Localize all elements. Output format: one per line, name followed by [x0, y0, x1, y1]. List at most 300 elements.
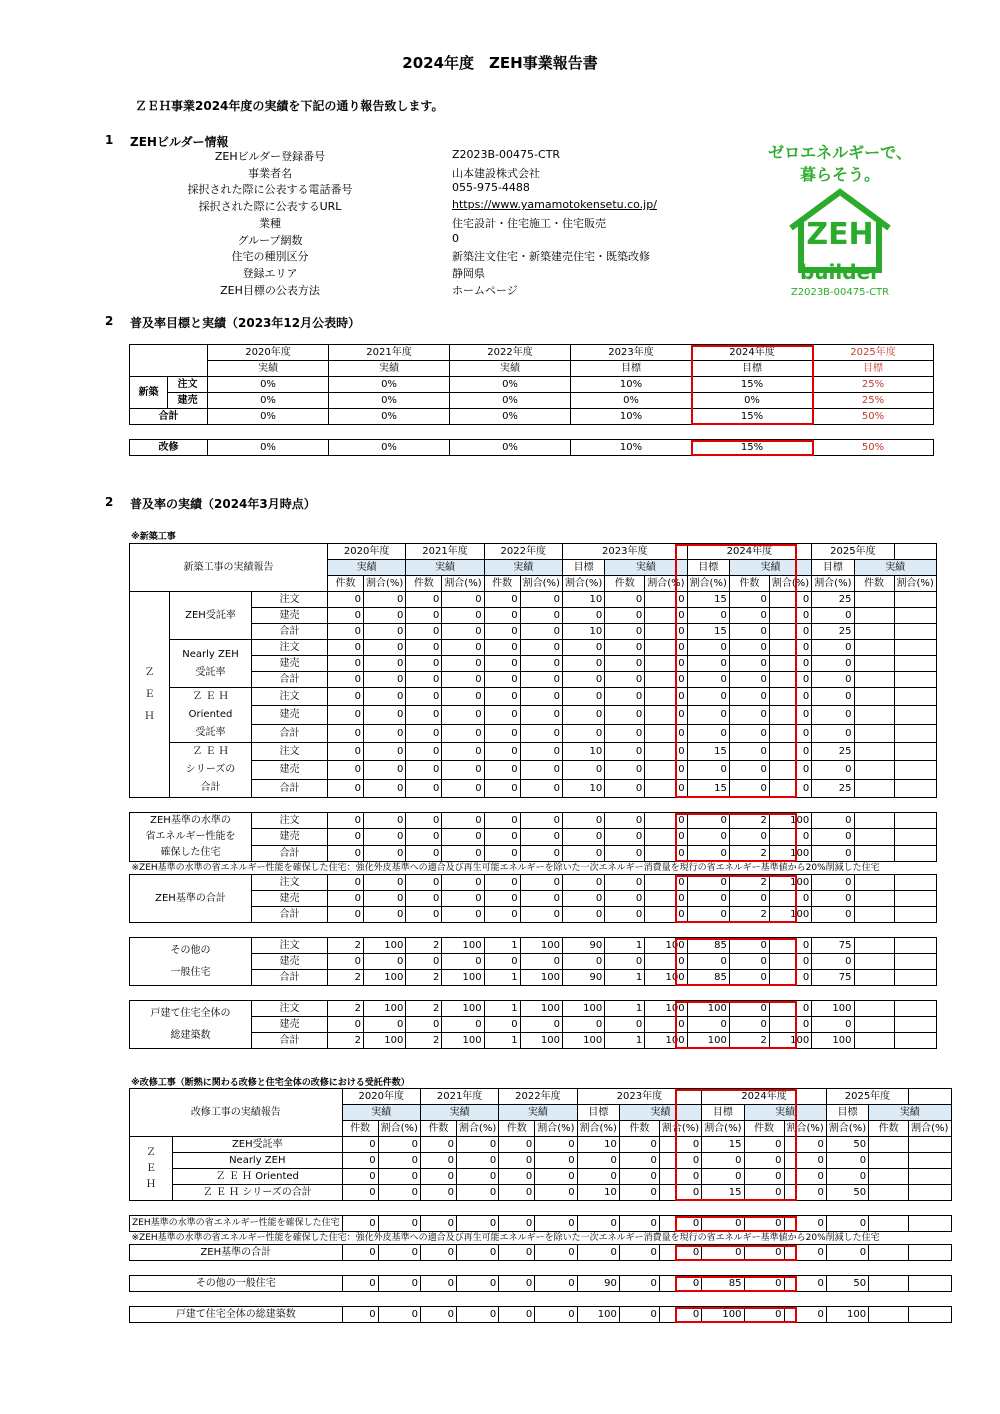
- value-cell: [894, 706, 936, 724]
- value-cell: 0: [744, 1169, 784, 1185]
- value-cell: 10: [562, 779, 604, 797]
- value-cell: 15: [687, 624, 729, 640]
- value-cell: 2: [729, 845, 769, 861]
- value-cell: 0: [769, 672, 811, 688]
- value-cell: 0: [520, 624, 562, 640]
- value-cell: [909, 1216, 951, 1232]
- value-cell: 0: [484, 743, 520, 761]
- value-cell: 0: [364, 608, 406, 624]
- value-cell: 0: [769, 706, 811, 724]
- value-cell: [894, 970, 936, 986]
- value-cell: [894, 608, 936, 624]
- value-cell: 0: [687, 829, 729, 845]
- value-cell: [894, 1001, 936, 1017]
- value-cell: 0: [378, 1276, 420, 1292]
- value-cell: [909, 1185, 951, 1201]
- value-cell: 0: [769, 688, 811, 706]
- year-header: 2021年度: [420, 1089, 498, 1105]
- value-cell: 0: [342, 1307, 378, 1323]
- value-cell: 2: [328, 970, 364, 986]
- value-cell: 0: [328, 656, 364, 672]
- value-cell: 0: [442, 813, 484, 829]
- value-cell: [854, 743, 894, 761]
- value-cell: [854, 813, 894, 829]
- group-label-line: Ｚ Ｅ Ｈ Oriented: [188, 691, 233, 720]
- value-cell: 10%: [571, 377, 692, 393]
- new-construction-table: [129, 543, 937, 1049]
- info-value: 新築注文住宅・新築建売住宅・既築改修: [452, 250, 650, 264]
- group-label: 新築: [130, 377, 168, 409]
- value-cell: 0: [769, 891, 811, 907]
- value-cell: 100: [577, 1307, 619, 1323]
- value-cell: 0: [364, 761, 406, 779]
- value-cell: 0: [378, 1307, 420, 1323]
- value-cell: 0: [812, 954, 854, 970]
- value-cell: 0%: [329, 440, 450, 456]
- value-cell: 0: [364, 954, 406, 970]
- value-cell: [894, 688, 936, 706]
- value-cell: 2: [729, 1033, 769, 1049]
- value-cell: 0: [342, 1216, 378, 1232]
- value-cell: 1: [484, 938, 520, 954]
- value-cell: 0: [812, 845, 854, 861]
- value-cell: 0: [619, 1153, 659, 1169]
- value-cell: 0: [729, 672, 769, 688]
- value-cell: 0: [484, 907, 520, 923]
- value-cell: 2: [406, 1033, 442, 1049]
- value-cell: 0: [769, 743, 811, 761]
- value-cell: 2: [406, 970, 442, 986]
- value-cell: 0: [562, 891, 604, 907]
- ratio-header: 割合(%): [456, 1121, 498, 1137]
- value-cell: 0: [328, 845, 364, 861]
- year-header: 2023年度: [562, 544, 687, 560]
- value-cell: 0: [342, 1137, 378, 1153]
- block-label: [130, 813, 252, 862]
- value-cell: [854, 592, 894, 608]
- value-cell: 0: [769, 1001, 811, 1017]
- section2a-num: 2: [105, 314, 114, 328]
- value-cell: 0: [645, 624, 687, 640]
- year-header: 2021年度: [329, 345, 450, 361]
- value-cell: 0: [744, 1245, 784, 1261]
- value-cell: [854, 1033, 894, 1049]
- kind-label: 建売: [252, 706, 328, 724]
- value-cell: 0: [520, 779, 562, 797]
- value-cell: 0: [364, 1017, 406, 1033]
- row-label: 合計: [130, 409, 208, 425]
- count-header: 件数: [499, 1121, 535, 1137]
- reform-note: ※改修工事（断熱に関わる改修と住宅全体の改修における受託件数）: [131, 1078, 410, 1088]
- value-cell: 0: [484, 706, 520, 724]
- value-cell: [909, 1169, 951, 1185]
- count-header: 件数: [605, 576, 645, 592]
- value-cell: 0: [406, 875, 442, 891]
- block-label: [130, 875, 252, 923]
- info-label: 住宅の種別区分: [231, 250, 309, 264]
- value-cell: 1: [484, 1001, 520, 1017]
- value-cell: 0: [406, 672, 442, 688]
- value-cell: 0: [645, 592, 687, 608]
- value-cell: 15: [687, 779, 729, 797]
- value-cell: 0: [812, 656, 854, 672]
- value-cell: 0: [645, 608, 687, 624]
- kind-label: 建売: [252, 656, 328, 672]
- value-cell: 0: [442, 1017, 484, 1033]
- value-cell: 0: [520, 743, 562, 761]
- value-cell: 0: [328, 813, 364, 829]
- ratio-header: 割合(%): [826, 1121, 868, 1137]
- value-cell: 100: [520, 938, 562, 954]
- value-cell: 10: [577, 1185, 619, 1201]
- value-cell: [854, 845, 894, 861]
- value-cell: 0: [744, 1137, 784, 1153]
- value-cell: 0: [328, 761, 364, 779]
- row-label: ZEH受託率: [172, 1137, 342, 1153]
- value-cell: [894, 954, 936, 970]
- value-cell: 25%: [813, 393, 934, 409]
- result-header: 実績: [342, 1105, 420, 1121]
- value-cell: [854, 608, 894, 624]
- new-construction-note: ※新築工事: [131, 532, 176, 542]
- value-cell: [894, 891, 936, 907]
- result-header: 実績: [484, 560, 562, 576]
- value-cell: 0%: [208, 393, 329, 409]
- value-cell: 0: [484, 688, 520, 706]
- value-cell: 0: [605, 813, 645, 829]
- value-cell: 0: [562, 761, 604, 779]
- value-cell: 0: [605, 761, 645, 779]
- year-header: 2022年度: [499, 1089, 577, 1105]
- value-cell: 15: [687, 743, 729, 761]
- target-header: 目標: [577, 1105, 619, 1121]
- value-cell: 0: [605, 1017, 645, 1033]
- value-cell: [894, 845, 936, 861]
- value-cell: 0: [769, 954, 811, 970]
- value-cell: 1: [605, 1001, 645, 1017]
- value-cell: 0: [420, 1307, 456, 1323]
- value-cell: 0: [406, 761, 442, 779]
- value-cell: [894, 938, 936, 954]
- value-cell: 0: [328, 624, 364, 640]
- value-cell: 0: [784, 1137, 826, 1153]
- value-cell: 0: [605, 724, 645, 742]
- section1-heading: ZEHビルダー情報: [130, 135, 229, 149]
- value-cell: 0: [342, 1153, 378, 1169]
- value-cell: 0: [729, 779, 769, 797]
- value-cell: 0: [784, 1153, 826, 1169]
- value-cell: 0: [659, 1216, 701, 1232]
- value-cell: 15%: [692, 409, 813, 425]
- value-cell: 0: [687, 672, 729, 688]
- value-cell: 0: [812, 813, 854, 829]
- value-cell: 0: [769, 829, 811, 845]
- value-cell: 10: [562, 592, 604, 608]
- value-cell: 50: [826, 1137, 868, 1153]
- value-cell: [854, 938, 894, 954]
- ratio-header: 割合(%): [909, 1121, 951, 1137]
- value-cell: 0: [687, 688, 729, 706]
- ratio-header: 割合(%): [659, 1121, 701, 1137]
- count-header: 件数: [744, 1121, 784, 1137]
- ratio-header: 割合(%): [894, 576, 936, 592]
- info-label: 事業者名: [248, 166, 292, 180]
- row-label: ZEH基準の水準の省エネルギー性能を確保した住宅: [130, 1216, 343, 1232]
- value-cell: 0: [520, 907, 562, 923]
- value-cell: [909, 1245, 951, 1261]
- value-cell: 100: [442, 970, 484, 986]
- value-cell: 25: [812, 743, 854, 761]
- value-cell: 0%: [450, 409, 571, 425]
- ratio-header: 割合(%): [812, 576, 854, 592]
- value-cell: [854, 688, 894, 706]
- value-cell: 0: [562, 813, 604, 829]
- value-cell: 0: [442, 656, 484, 672]
- value-cell: 0: [645, 672, 687, 688]
- value-cell: 100: [769, 875, 811, 891]
- kind-label: 建売: [252, 829, 328, 845]
- value-cell: [854, 779, 894, 797]
- ratio-header: 割合(%): [442, 576, 484, 592]
- value-cell: 0: [364, 907, 406, 923]
- value-cell: 0: [605, 829, 645, 845]
- value-cell: 0: [645, 891, 687, 907]
- website-link[interactable]: https://www.yamamotokensetu.co.jp/: [452, 198, 657, 212]
- count-header: 件数: [729, 576, 769, 592]
- result-header: 実績: [605, 560, 687, 576]
- value-cell: 0: [562, 829, 604, 845]
- kind-label: 合計: [252, 970, 328, 986]
- value-cell: 0: [328, 688, 364, 706]
- value-cell: 0: [645, 688, 687, 706]
- value-cell: 0: [406, 624, 442, 640]
- value-cell: 0: [729, 624, 769, 640]
- value-cell: 0: [328, 1017, 364, 1033]
- kind-label: 合計: [252, 724, 328, 742]
- value-cell: 0: [364, 875, 406, 891]
- value-cell: 90: [562, 938, 604, 954]
- kind-header: 目標: [692, 361, 813, 377]
- target-header: 目標: [812, 560, 854, 576]
- value-cell: [894, 829, 936, 845]
- value-cell: 100: [702, 1307, 744, 1323]
- value-cell: 0: [364, 640, 406, 656]
- value-cell: 0: [769, 724, 811, 742]
- section2b-heading: 普及率の実績（2024年3月時点）: [130, 497, 316, 511]
- value-cell: 0: [659, 1307, 701, 1323]
- value-cell: 0: [702, 1153, 744, 1169]
- value-cell: [854, 761, 894, 779]
- year-header: 2023年度: [577, 1089, 702, 1105]
- value-cell: 100: [826, 1307, 868, 1323]
- value-cell: 0: [562, 1017, 604, 1033]
- result-header: 実績: [619, 1105, 701, 1121]
- value-cell: 0: [484, 829, 520, 845]
- zeh-char: Ｚ: [144, 666, 155, 678]
- value-cell: 0: [645, 761, 687, 779]
- value-cell: [854, 724, 894, 742]
- value-cell: 0: [456, 1216, 498, 1232]
- value-cell: 0: [484, 954, 520, 970]
- value-cell: 2: [406, 938, 442, 954]
- value-cell: 0: [769, 608, 811, 624]
- value-cell: 15: [702, 1185, 744, 1201]
- value-cell: 0: [812, 688, 854, 706]
- value-cell: 0: [420, 1137, 456, 1153]
- value-cell: 0: [442, 891, 484, 907]
- value-cell: 25: [812, 592, 854, 608]
- spacer: [130, 798, 937, 813]
- value-cell: [894, 875, 936, 891]
- kind-label: 注文: [252, 875, 328, 891]
- value-cell: 0: [645, 954, 687, 970]
- logo-line2: 暮らそう。: [799, 165, 880, 184]
- value-cell: 0: [605, 624, 645, 640]
- value-cell: [854, 875, 894, 891]
- value-cell: 0: [619, 1216, 659, 1232]
- value-cell: 0: [605, 656, 645, 672]
- value-cell: 0: [328, 907, 364, 923]
- info-value: Z2023B-00475-CTR: [452, 148, 561, 161]
- value-cell: 0: [520, 845, 562, 861]
- value-cell: 0: [562, 688, 604, 706]
- value-cell: 0: [520, 1017, 562, 1033]
- count-header: 件数: [869, 1121, 909, 1137]
- year-header: 2025年度: [812, 544, 894, 560]
- value-cell: 0: [577, 1153, 619, 1169]
- value-cell: 0: [406, 954, 442, 970]
- value-cell: 0: [456, 1245, 498, 1261]
- value-cell: [894, 1017, 936, 1033]
- value-cell: 0: [562, 875, 604, 891]
- info-label: グループ網数: [237, 233, 303, 247]
- value-cell: 0: [812, 907, 854, 923]
- value-cell: [894, 907, 936, 923]
- logo-code: Z2023B-00475-CTR: [790, 287, 890, 298]
- value-cell: 0: [420, 1185, 456, 1201]
- value-cell: 0: [769, 656, 811, 672]
- target-table: [129, 344, 934, 456]
- value-cell: 0: [619, 1276, 659, 1292]
- value-cell: 50: [826, 1185, 868, 1201]
- value-cell: 0: [442, 761, 484, 779]
- year-header: 2025年度: [813, 345, 934, 361]
- value-cell: 0: [605, 954, 645, 970]
- value-cell: 0: [812, 706, 854, 724]
- value-cell: 0: [456, 1153, 498, 1169]
- year-header: 2021年度: [406, 544, 484, 560]
- kind-label: 合計: [252, 672, 328, 688]
- group-label-line: Ｚ Ｅ Ｈ: [192, 746, 229, 757]
- value-cell: 0: [364, 672, 406, 688]
- value-cell: 0%: [450, 377, 571, 393]
- kind-header: 目標: [571, 361, 692, 377]
- value-cell: 0: [484, 845, 520, 861]
- value-cell: 0: [729, 724, 769, 742]
- value-cell: 0: [729, 743, 769, 761]
- value-cell: [869, 1245, 909, 1261]
- value-cell: 0: [484, 724, 520, 742]
- value-cell: 0: [420, 1245, 456, 1261]
- value-cell: 0: [562, 672, 604, 688]
- value-cell: 0: [442, 743, 484, 761]
- value-cell: 0: [520, 706, 562, 724]
- reform-grid: [129, 1088, 952, 1323]
- lead-text: ＺＥＨ事業2024年度の実績を下記の通り報告致します。: [135, 99, 444, 113]
- value-cell: 0: [605, 743, 645, 761]
- value-cell: 15%: [692, 377, 813, 393]
- result-header: 実績: [328, 560, 406, 576]
- value-cell: 0: [784, 1307, 826, 1323]
- value-cell: 0: [812, 875, 854, 891]
- value-cell: 0: [364, 656, 406, 672]
- value-cell: 0: [328, 829, 364, 845]
- value-cell: 0: [645, 640, 687, 656]
- value-cell: 0: [645, 724, 687, 742]
- zeh-char: Ｅ: [145, 1162, 156, 1174]
- value-cell: 0: [520, 640, 562, 656]
- value-cell: 2: [328, 1033, 364, 1049]
- value-cell: 0: [520, 875, 562, 891]
- value-cell: [854, 829, 894, 845]
- value-cell: [869, 1169, 909, 1185]
- value-cell: 0: [659, 1153, 701, 1169]
- value-cell: 0: [406, 608, 442, 624]
- value-cell: 0: [729, 761, 769, 779]
- value-cell: 0: [499, 1153, 535, 1169]
- spacer: [130, 1292, 952, 1307]
- year-header: 2024年度: [702, 1089, 827, 1105]
- value-cell: 0: [442, 724, 484, 742]
- value-cell: 0: [378, 1245, 420, 1261]
- value-cell: 0: [744, 1307, 784, 1323]
- value-cell: 0: [328, 592, 364, 608]
- value-cell: 0: [520, 813, 562, 829]
- value-cell: 0: [499, 1245, 535, 1261]
- value-cell: 0: [364, 845, 406, 861]
- value-cell: 0: [342, 1169, 378, 1185]
- value-cell: [909, 1276, 951, 1292]
- logo-line1: ゼロエネルギーで、: [768, 143, 912, 162]
- value-cell: 0: [456, 1276, 498, 1292]
- group-label: [170, 592, 252, 640]
- ratio-header: 割合(%): [562, 576, 604, 592]
- value-cell: 100: [769, 845, 811, 861]
- value-cell: 0: [342, 1245, 378, 1261]
- value-cell: 0: [456, 1137, 498, 1153]
- value-cell: 0: [562, 724, 604, 742]
- value-cell: 0%: [692, 393, 813, 409]
- value-cell: 0: [456, 1185, 498, 1201]
- value-cell: 0: [520, 688, 562, 706]
- value-cell: 50: [826, 1276, 868, 1292]
- year-header: 2022年度: [450, 345, 571, 361]
- value-cell: 0: [406, 829, 442, 845]
- value-cell: [854, 640, 894, 656]
- value-cell: 0: [378, 1185, 420, 1201]
- value-cell: 0: [812, 724, 854, 742]
- count-header: 件数: [854, 576, 894, 592]
- value-cell: 0: [619, 1245, 659, 1261]
- value-cell: 0: [645, 907, 687, 923]
- group-label-line: 合計: [200, 782, 221, 793]
- zeh-char: Ｈ: [144, 710, 155, 722]
- value-cell: [909, 1153, 951, 1169]
- value-cell: 0: [456, 1307, 498, 1323]
- kind-label: 合計: [252, 845, 328, 861]
- value-cell: 2: [328, 1001, 364, 1017]
- value-cell: [894, 743, 936, 761]
